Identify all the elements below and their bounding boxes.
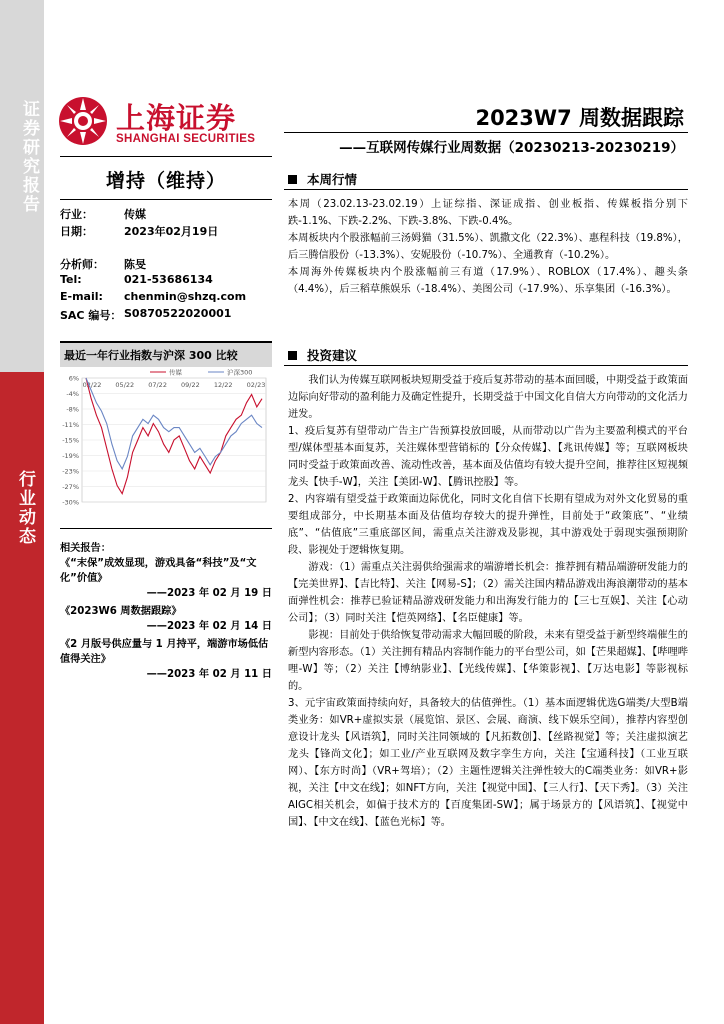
chart-divider (60, 528, 272, 529)
report-category-label: 行业动态 (15, 470, 35, 546)
chart-series-line (86, 378, 262, 494)
related-heading: 相关报告： (60, 543, 111, 554)
paragraph: 3、元宇宙政策面持续向好，具备较大的估值弹性。（1）基本面逻辑优选G端类/大型B端类业务：如VR+虚拟实景（展览馆、景区、会展、商演、线下娱乐空间），推荐内容型创意设计龙头【风语筑】，同时关注同领域的【凡拓数创】、【丝路视觉】等；关注虚拟演艺龙头【锋尚文化】；如工业/产业互联网及数字孪生方向，关注【宝通科技】（工业互联网）、【东方时尚】（VR+驾培）；（2）主题性逻辑关注弹性较大的C端类业务：如VR+影视，关注【中文在线】；如NFT方向，关注【视觉中国】、【三人行】、【天下秀】。（3）关注AIGC相关机会，如偏于技术方的【百度集团-SW】；属于场景方的【风语筑】、【视觉中国】、【中文在线】、【蓝色光标】等。 (288, 698, 688, 828)
rating-divider (60, 199, 272, 200)
related-report-title[interactable]: 《2023W6 周数据跟踪》 (60, 606, 182, 617)
section-heading-investment-advice (288, 346, 357, 364)
rating: 增持（维持） (105, 170, 226, 192)
section-heading-text: 投资建议 (307, 348, 358, 363)
paragraph: 本周板块内个股涨幅前三汤姆猫（31.5%）、凯撒文化（22.3%）、惠程科技（19.8%），后三腾信股份（-13.3%）、安妮股份（-10.7%）、全通教育（-10.2%）。 (288, 233, 688, 261)
info-key: 日期： (60, 225, 93, 238)
report-type-label: 证券研究报告 (19, 100, 39, 214)
company-logo (58, 96, 268, 152)
info-key: SAC 编号： (60, 309, 122, 322)
square-bullet-icon (288, 351, 297, 360)
chart-x-tick-label: 12/22 (213, 381, 233, 389)
related-report-date: ——2023 年 02 月 11 日 (146, 669, 272, 680)
report-title: 2023W7 周数据跟踪 (475, 106, 684, 130)
paragraph: 我们认为传媒互联网板块短期受益于疫后复苏带动的基本面回暖，中期受益于政策面边际向好带动的盈利能力及确定性提升，长期受益于中国文化自信大方向带动的文化活力迸发。 (288, 375, 688, 420)
chart-legend-label: 传媒 (169, 368, 182, 377)
weekly-market-body (288, 196, 688, 298)
chart-title-box (60, 341, 272, 367)
info-value: 传媒 (124, 208, 146, 221)
chart-y-tick-label: -15% (62, 436, 79, 445)
info-key: Tel: (60, 273, 82, 286)
index-comparison-chart (60, 368, 272, 512)
section-divider (284, 189, 688, 190)
left-header-divider (60, 156, 272, 157)
logo-mark-icon (58, 96, 108, 146)
chart-y-tick-label: -19% (62, 452, 79, 460)
related-report-date: ——2023 年 02 月 19 日 (146, 588, 272, 599)
square-bullet-icon (288, 175, 297, 184)
chart-y-tick-label: -4% (66, 390, 79, 398)
chart-y-tick-label: -27% (62, 483, 79, 491)
info-key: 分析师： (60, 258, 104, 271)
related-reports (60, 541, 272, 685)
paragraph: 游戏：（1）需重点关注弱供给强需求的端游增长机会：推荐拥有精品端游研发能力的【完美世界】、【吉比特】、关注【网易-S】；（2）需关注国内精品游戏出海浪潮带动的基本面弹性机会：推荐已验证精品游戏研发能力和出海发行能力的【三七互娱】、关注【心动公司】；（3）同时关注【恺英网络】、【名臣健康】等。 (288, 562, 688, 624)
related-report-title[interactable]: 《“末保”成效显现，游戏具备“科技”及“文化”价值》 (60, 558, 257, 584)
chart-y-tick-label: -8% (66, 405, 79, 414)
paragraph: 影视：目前处于供给恢复带动需求大幅回暖的阶段，未来有望受益于新型终端催生的新型内容形态。（1）关注拥有精品内容制作能力的平台型公司，如【芒果超媒】、【哔哩哔哩-W】等；（2）关注【博纳影业】、【光线传媒】、【华策影视】、【万达电影】等影视标的。 (288, 630, 688, 692)
paragraph: 本周海外传媒板块内个股涨幅前三有道（17.9%）、ROBLOX（17.4%）、趣头条（4.4%），后三稻草熊娱乐（-18.4%）、美图公司（-17.9%）、乐享集团（-16.3%）。 (288, 267, 688, 295)
info-key: E-mail: (60, 290, 103, 303)
header-divider (284, 132, 688, 133)
info-value: chenmin@shzq.com (124, 290, 247, 303)
paragraph: 1、疫后复苏有望带动广告主广告预算投放回暖，从而带动以广告为主要盈利模式的平台型/媒体型基本面复苏，关注媒体型营销标的【分众传媒】、【兆讯传媒】等；互联网板块同时受益于政策面改善、流动性改善，基本面及估值均有较大提升空间，推荐往区短视频龙头【快手-W】，关注【美团-W】、【腾讯控股】等。 (288, 426, 688, 488)
chart-y-tick-label: -11% (62, 421, 79, 429)
paragraph: 本周（23.02.13-23.02.19）上证综指、深证成指、创业板指、传媒板指分别下跌-1.1%、下跌-2.2%、下跌-3.8%、下跌-0.4%。 (288, 199, 688, 227)
info-value: 陈旻 (124, 258, 146, 271)
info-value: S0870522020001 (124, 307, 232, 320)
logo-english-name: SHANGHAI SECURITIES (116, 133, 256, 145)
investment-advice-body (288, 372, 688, 831)
section-divider (284, 365, 688, 366)
chart-y-tick-label: -23% (62, 467, 79, 476)
chart-x-tick-label: 07/22 (148, 381, 167, 389)
related-report-date: ——2023 年 02 月 14 日 (146, 621, 272, 632)
chart-y-tick-label: -30% (62, 498, 79, 507)
chart-y-tick-label: 6% (68, 374, 79, 383)
chart-title: 最近一年行业指数与沪深 300 比较 (64, 349, 238, 362)
info-value: 2023年02月19日 (124, 225, 219, 238)
chart-x-tick-label: 02/22 (82, 381, 102, 389)
chart-legend-label: 沪深300 (227, 368, 253, 377)
paragraph: 2、内容端有望受益于政策面边际优化，同时文化自信下长期有望成为对外文化贸易的重要组成部分，中长期基本面及估值均存较大的提升弹性，目前处于“政策底”、“业绩底”、“估值底”三重底部区间，需重点关注游戏及影视，其中游戏处于弱现实强预期阶段、影视处于逻辑恢复期。 (288, 494, 688, 556)
chart-x-tick-label: 05/22 (115, 381, 135, 389)
logo-chinese-name: 上海证券 (116, 101, 237, 135)
chart-x-tick-label: 09/22 (181, 381, 200, 389)
section-heading-text: 本周行情 (307, 172, 358, 187)
report-subtitle: ——互联网传媒行业周数据（20230213-20230219） (339, 140, 684, 156)
section-heading-weekly-market (288, 170, 357, 188)
info-key: 行业： (60, 208, 93, 221)
info-value: 021-53686134 (124, 273, 213, 286)
related-report-title[interactable]: 《2 月版号供应量与 1 月持平，端游市场低估值得关注》 (60, 639, 269, 665)
chart-x-tick-label: 02/23 (246, 381, 266, 389)
